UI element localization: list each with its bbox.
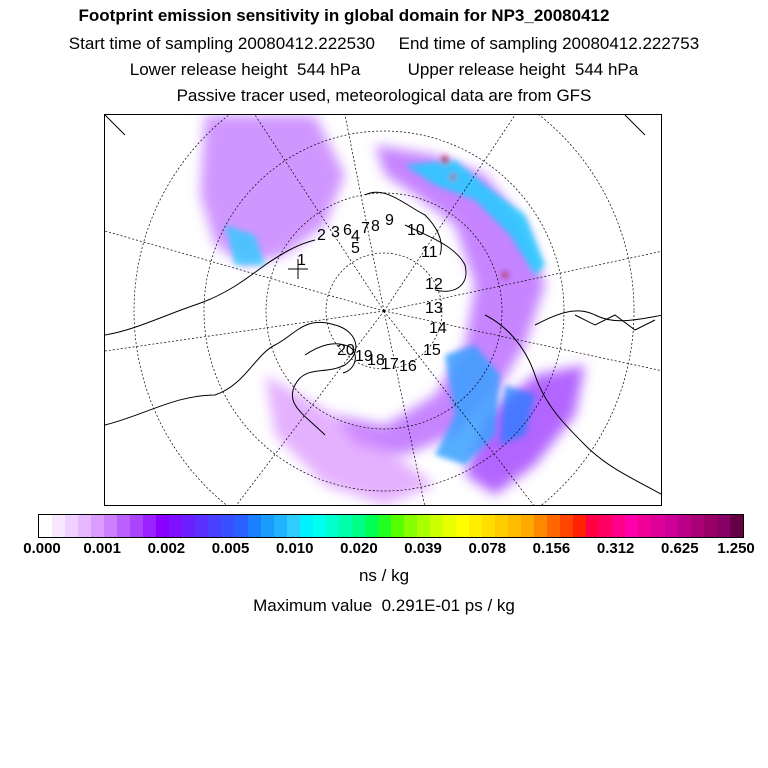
colorbar-segment: [599, 515, 612, 537]
release-height: Lower release height 544 hPa Upper release height 544 hPa: [129, 60, 639, 79]
footprint-map: [104, 114, 662, 506]
traj-label-13: 13: [425, 300, 443, 317]
maximum-value: Maximum value 0.291E-01 ps / kg: [253, 596, 515, 615]
traj-label-14: 14: [429, 320, 447, 337]
colorbar-segment: [195, 515, 208, 537]
colorbar-segment: [678, 515, 691, 537]
colorbar-segment: [612, 515, 625, 537]
colorbar-segment: [182, 515, 195, 537]
trajectory-labels: [297, 212, 447, 375]
colorbar-tick-label: 0.002: [147, 540, 186, 557]
colorbar-segment: [625, 515, 638, 537]
colorbar-segment: [586, 515, 599, 537]
colorbar-units: ns / kg: [358, 566, 410, 585]
colorbar-segment: [651, 515, 664, 537]
colorbar-segment: [78, 515, 91, 537]
colorbar: [38, 514, 744, 538]
traj-label-11: 11: [421, 244, 438, 261]
colorbar-segment: [638, 515, 651, 537]
colorbar-segment: [208, 515, 221, 537]
colorbar-segment: [352, 515, 365, 537]
traj-label-3: 3: [331, 224, 340, 241]
colorbar-segment: [730, 515, 743, 537]
traj-label-20: 20: [337, 342, 355, 359]
colorbar-segment: [391, 515, 404, 537]
colorbar-segment: [104, 515, 117, 537]
colorbar-segment: [573, 515, 586, 537]
colorbar-segment: [534, 515, 547, 537]
colorbar-segment: [117, 515, 130, 537]
colorbar-segment: [143, 515, 156, 537]
sensitivity-field: [200, 115, 585, 505]
colorbar-segment: [156, 515, 169, 537]
colorbar-segment: [39, 515, 52, 537]
traj-label-7: 7: [361, 220, 370, 237]
traj-label-6: 6: [343, 222, 352, 239]
traj-label-9: 9: [385, 212, 394, 229]
traj-label-5: 5: [351, 240, 360, 257]
colorbar-segment: [234, 515, 247, 537]
colorbar-segment: [404, 515, 417, 537]
colorbar-segment: [508, 515, 521, 537]
colorbar-segment: [91, 515, 104, 537]
tracer-info: Passive tracer used, meteorological data are from GFS: [176, 86, 592, 105]
colorbar-tick-label: 0.000: [23, 540, 61, 557]
traj-label-12: 12: [425, 276, 443, 293]
colorbar-segment: [443, 515, 456, 537]
colorbar-tick-label: 0.039: [404, 540, 442, 557]
colorbar-segment: [691, 515, 704, 537]
colorbar-segment: [430, 515, 443, 537]
traj-label-16: 16: [399, 358, 417, 375]
traj-label-8: 8: [371, 218, 380, 235]
colorbar-segment: [547, 515, 560, 537]
colorbar-segment: [495, 515, 508, 537]
colorbar-segment: [665, 515, 678, 537]
colorbar-segment: [274, 515, 287, 537]
traj-label-19: 19: [355, 348, 373, 365]
colorbar-segment: [221, 515, 234, 537]
colorbar-segment: [313, 515, 326, 537]
colorbar-segment: [365, 515, 378, 537]
colorbar-tick-label: 0.010: [275, 540, 314, 557]
colorbar-segment: [704, 515, 717, 537]
traj-label-17: 17: [381, 356, 399, 373]
colorbar-segment: [417, 515, 430, 537]
colorbar-tick-label: 0.312: [596, 540, 635, 557]
colorbar-segment: [169, 515, 182, 537]
traj-label-18: 18: [367, 352, 385, 369]
colorbar-segment: [130, 515, 143, 537]
colorbar-segment: [287, 515, 300, 537]
colorbar-segment: [52, 515, 65, 537]
colorbar-tick-label: 1.250: [717, 540, 755, 557]
colorbar-tick-label: 0.156: [532, 540, 571, 557]
colorbar-segment: [339, 515, 352, 537]
plot-title: Footprint emission sensitivity in global domain for NP3_20080412: [78, 6, 610, 25]
traj-label-4: 4: [351, 228, 360, 245]
traj-label-15: 15: [423, 342, 441, 359]
colorbar-segment: [717, 515, 730, 537]
colorbar-segment: [482, 515, 495, 537]
colorbar-segment: [560, 515, 573, 537]
traj-label-2: 2: [317, 227, 326, 244]
traj-label-10: 10: [407, 222, 425, 239]
colorbar-segment: [521, 515, 534, 537]
colorbar-tick-label: 0.625: [661, 540, 699, 557]
colorbar-tick-label: 0.001: [83, 540, 121, 557]
colorbar-tick-label: 0.005: [211, 540, 250, 557]
colorbar-segment: [300, 515, 313, 537]
colorbar-segment: [378, 515, 391, 537]
colorbar-segment: [469, 515, 482, 537]
colorbar-tick-label: 0.020: [340, 540, 378, 557]
colorbar-segment: [65, 515, 78, 537]
colorbar-tick-label: 0.078: [468, 540, 507, 557]
colorbar-segment: [248, 515, 261, 537]
colorbar-segment: [261, 515, 274, 537]
colorbar-segment: [326, 515, 339, 537]
polar-map-svg: [105, 115, 662, 506]
sampling-time: Start time of sampling 20080412.222530 End time of sampling 20080412.222753: [68, 34, 700, 53]
traj-label-1: 1: [297, 252, 306, 269]
colorbar-segment: [456, 515, 469, 537]
